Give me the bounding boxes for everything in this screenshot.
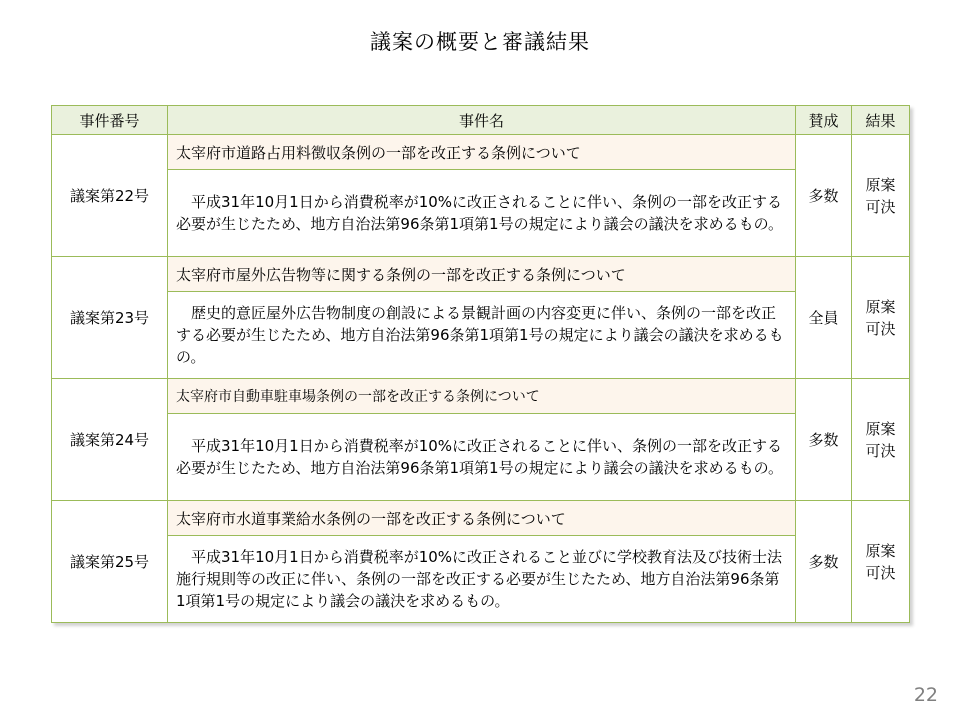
case-number: 議案第23号: [52, 257, 168, 379]
header-result: 結果: [852, 106, 910, 135]
case-title: 太宰府市屋外広告物等に関する条例の一部を改正する条例について: [168, 257, 796, 292]
case-description: 歴史的意匠屋外広告物制度の創設による景観計画の内容変更に伴い、条例の一部を改正する必要が生じたため、地方自治法第96条第1項第1号の規定により議会の議決を求めるもの。: [168, 292, 796, 379]
results-table: [51, 105, 910, 623]
case-description: 平成31年10月1日から消費税率が10%に改正されることに伴い、条例の一部を改正する必要が生じたため、地方自治法第96条第1項第1号の規定により議会の議決を求めるもの。: [168, 170, 796, 257]
table-header-row: [52, 106, 910, 135]
case-title: 太宰府市水道事業給水条例の一部を改正する条例について: [168, 501, 796, 536]
header-case-number: 事件番号: [52, 106, 168, 135]
result-cell: [852, 257, 910, 379]
result-line: 可決: [865, 441, 896, 460]
result-cell: [852, 379, 910, 501]
result-line: 原案: [865, 541, 896, 560]
table-row: [52, 501, 910, 536]
vote-count: 多数: [796, 135, 852, 257]
case-description: 平成31年10月1日から消費税率が10%に改正されること並びに学校教育法及び技術士法施行規則等の改正に伴い、条例の一部を改正する必要が生じたため、地方自治法第96条第1項第1号の規定により議会の議決を求めるもの。: [168, 536, 796, 623]
result-cell: [852, 135, 910, 257]
vote-count: 多数: [796, 501, 852, 623]
table-row: [52, 135, 910, 170]
result-line: 可決: [865, 319, 896, 338]
result-line: 可決: [865, 197, 896, 216]
table-row-description: [52, 536, 910, 623]
table-row-description: [52, 170, 910, 257]
table-row-description: [52, 292, 910, 379]
result-line: 原案: [865, 297, 896, 316]
table-row: [52, 379, 910, 414]
result-line: 可決: [865, 563, 896, 582]
header-votes: 賛成: [796, 106, 852, 135]
page-number: 22: [913, 684, 938, 706]
vote-count: 全員: [796, 257, 852, 379]
case-title: 太宰府市道路占用料徴収条例の一部を改正する条例について: [168, 135, 796, 170]
header-case-name: 事件名: [168, 106, 796, 135]
result-line: 原案: [865, 175, 896, 194]
case-description: 平成31年10月1日から消費税率が10%に改正されることに伴い、条例の一部を改正する必要が生じたため、地方自治法第96条第1項第1号の規定により議会の議決を求めるもの。: [168, 414, 796, 501]
case-number: 議案第22号: [52, 135, 168, 257]
slide-title: 議案の概要と審議結果: [370, 30, 590, 54]
result-cell: [852, 501, 910, 623]
vote-count: 多数: [796, 379, 852, 501]
table-row: [52, 257, 910, 292]
case-number: 議案第24号: [52, 379, 168, 501]
case-title: 太宰府市自動車駐車場条例の一部を改正する条例について: [168, 379, 796, 414]
result-line: 原案: [865, 419, 896, 438]
case-number: 議案第25号: [52, 501, 168, 623]
table-row-description: [52, 414, 910, 501]
